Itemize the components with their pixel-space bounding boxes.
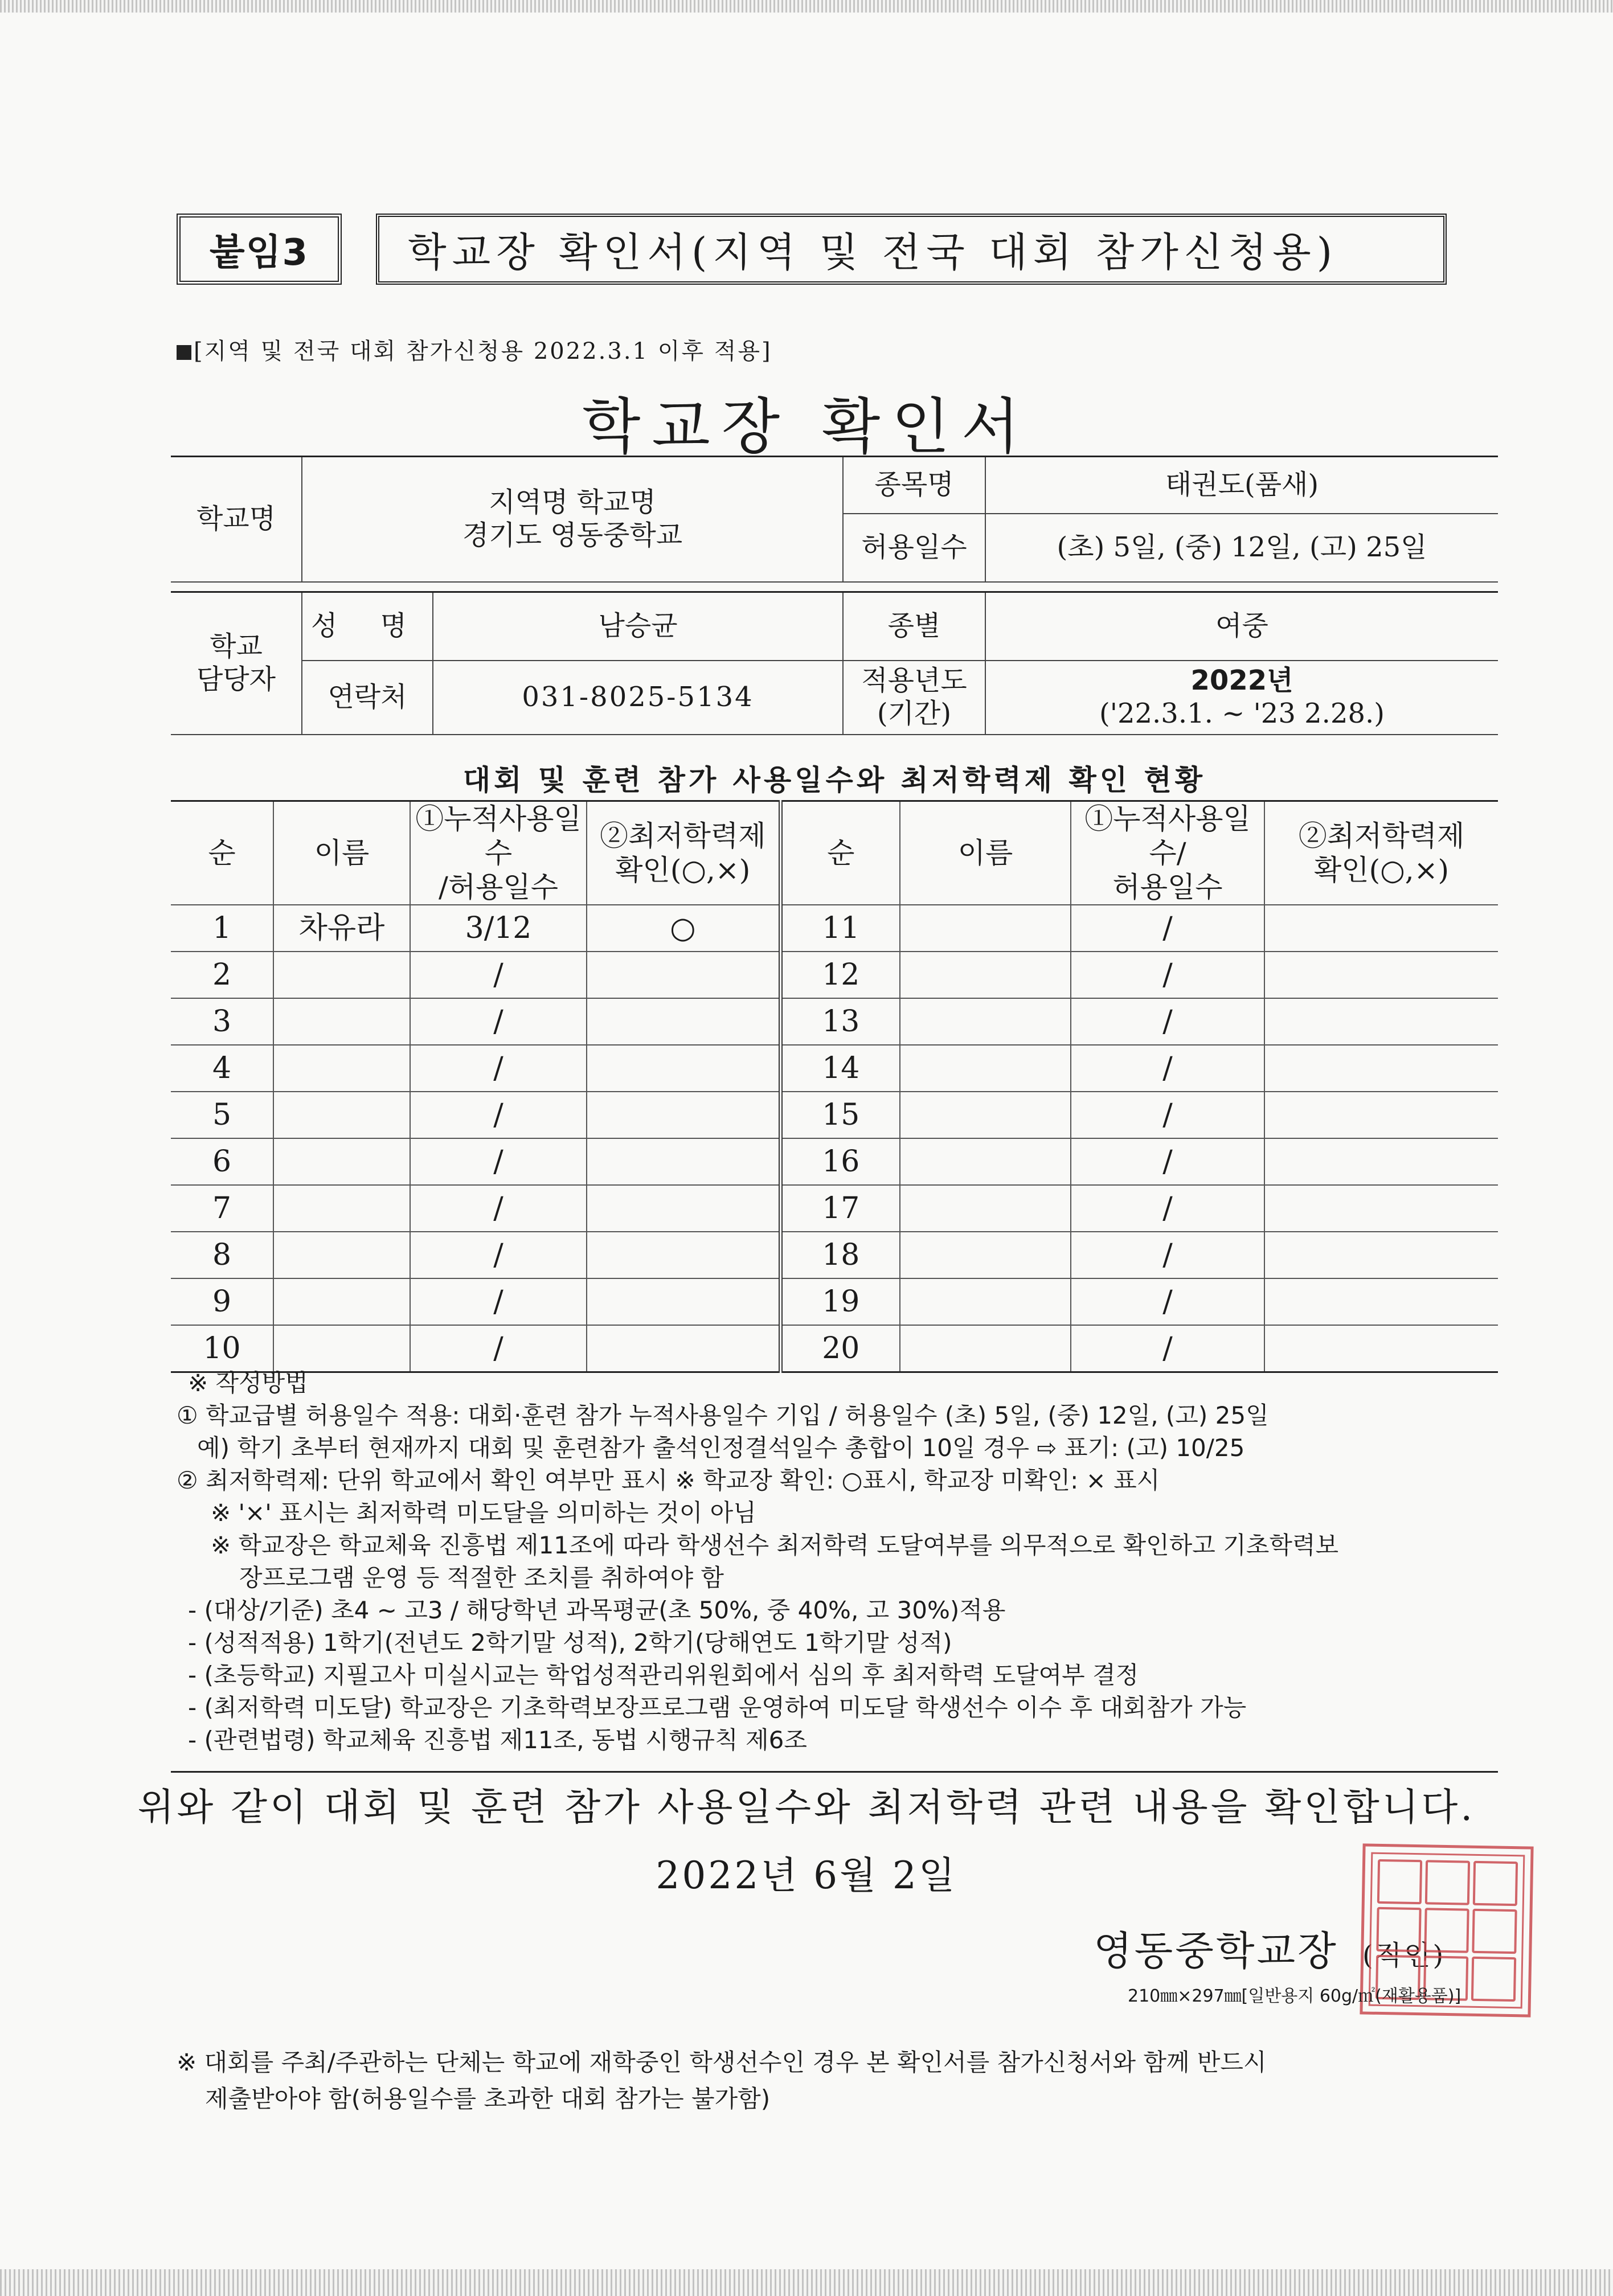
table-row bbox=[171, 905, 1498, 952]
student-name-right bbox=[900, 905, 1071, 952]
used-days-right: / bbox=[1071, 1045, 1264, 1092]
used-days-right: / bbox=[1071, 905, 1264, 952]
header-days-line2: /허용일수 bbox=[438, 871, 559, 904]
row-number: 1 bbox=[171, 905, 273, 952]
manager-label-line1: 학교 bbox=[210, 630, 263, 663]
min-academic-check bbox=[587, 1325, 780, 1372]
header-days bbox=[410, 801, 587, 905]
used-days: / bbox=[410, 952, 587, 998]
header-no-right: 순 bbox=[780, 801, 900, 905]
header-days-right-line2: 허용일수 bbox=[1112, 871, 1223, 904]
table-row bbox=[171, 998, 1498, 1045]
student-name-right bbox=[900, 1138, 1071, 1185]
min-academic-check-right bbox=[1264, 952, 1498, 998]
student-name bbox=[273, 1092, 410, 1138]
header-check-right bbox=[1264, 801, 1498, 905]
row-number-right: 17 bbox=[780, 1185, 900, 1232]
year-value-line2: ('22.3.1. ~ '23 2.28.) bbox=[1099, 697, 1385, 729]
used-days-right: / bbox=[1071, 1232, 1264, 1278]
min-academic-check bbox=[587, 952, 780, 998]
min-academic-check bbox=[587, 1138, 780, 1185]
row-number-right: 13 bbox=[780, 998, 900, 1045]
instruction-line: ① 학교급별 허용일수 적용: 대회·훈련 참가 누적사용일수 기입 / 허용일수 (초) 5일, (중) 12일, (고) 25일 bbox=[177, 1401, 1269, 1429]
student-name-right bbox=[900, 952, 1071, 998]
used-days: / bbox=[410, 1325, 587, 1372]
table-row bbox=[171, 1232, 1498, 1278]
min-academic-check-right bbox=[1264, 1138, 1498, 1185]
row-number: 9 bbox=[171, 1278, 273, 1325]
allowed-days-label: 허용일수 bbox=[843, 514, 985, 582]
name-value: 남승균 bbox=[433, 592, 843, 661]
student-name bbox=[273, 1278, 410, 1325]
min-academic-check bbox=[587, 1278, 780, 1325]
used-days-right: / bbox=[1071, 998, 1264, 1045]
student-name bbox=[273, 998, 410, 1045]
student-name bbox=[273, 1325, 410, 1372]
footnote-line2: 제출받아야 함(허용일수를 초과한 대회 참가는 불가함) bbox=[205, 2085, 771, 2113]
year-label bbox=[843, 661, 985, 735]
student-name-right bbox=[900, 1325, 1071, 1372]
school-value-line1: 지역명 학교명 bbox=[489, 486, 656, 519]
row-number-right: 15 bbox=[780, 1092, 900, 1138]
student-name-right bbox=[900, 1045, 1071, 1092]
row-number: 3 bbox=[171, 998, 273, 1045]
row-number: 2 bbox=[171, 952, 273, 998]
row-number-right: 19 bbox=[780, 1278, 900, 1325]
row-number: 6 bbox=[171, 1138, 273, 1185]
min-academic-check bbox=[587, 1092, 780, 1138]
used-days-right: / bbox=[1071, 1185, 1264, 1232]
header-check-line1: ②최저학력제 bbox=[600, 819, 766, 852]
min-academic-check-right bbox=[1264, 1232, 1498, 1278]
instruction-line: ※ 학교장은 학교체육 진흥법 제11조에 따라 학생선수 최저학력 도달여부를 의무적으로 확인하고 기초학력보 bbox=[211, 1531, 1339, 1559]
student-name-right bbox=[900, 998, 1071, 1045]
min-academic-check-right bbox=[1264, 998, 1498, 1045]
header-days-line1: ①누적사용일수 bbox=[415, 802, 582, 870]
row-number: 5 bbox=[171, 1092, 273, 1138]
row-number-right: 11 bbox=[780, 905, 900, 952]
allowed-days-value: (초) 5일, (중) 12일, (고) 25일 bbox=[985, 514, 1498, 582]
paper-spec: 210㎜×297㎜[일반용지 60g/㎡(재활용품)] bbox=[1128, 1986, 1461, 2006]
used-days: / bbox=[410, 1185, 587, 1232]
instruction-line: 장프로그램 운영 등 적절한 조치를 취하여야 함 bbox=[239, 1564, 724, 1592]
row-number-right: 16 bbox=[780, 1138, 900, 1185]
issue-date: 2022년 6월 2일 bbox=[656, 1854, 957, 1897]
table-row bbox=[171, 952, 1498, 998]
status-table-header bbox=[171, 801, 1498, 905]
student-name bbox=[273, 1138, 410, 1185]
min-academic-check bbox=[587, 1045, 780, 1092]
instruction-line: - (최저학력 미도달) 학교장은 기초학력보장프로그램 운영하여 미도달 학생선수 이수 후 대회참가 가능 bbox=[188, 1694, 1247, 1721]
row-number: 7 bbox=[171, 1185, 273, 1232]
year-value bbox=[985, 661, 1498, 735]
instruction-line: 예) 학기 초부터 현재까지 대회 및 훈련참가 출석인정결석일수 총합이 10일 경우 ⇨ 표기: (고) 10/25 bbox=[197, 1434, 1245, 1462]
contact-label: 연락처 bbox=[302, 661, 433, 735]
type-value: 여중 bbox=[985, 592, 1498, 661]
min-academic-check: ○ bbox=[587, 905, 780, 952]
attachment-tag bbox=[177, 214, 342, 285]
signer-title: 영동중학교장 bbox=[1094, 1928, 1338, 1974]
table-row bbox=[171, 1325, 1498, 1372]
min-academic-check-right bbox=[1264, 1092, 1498, 1138]
student-name-right bbox=[900, 1092, 1071, 1138]
used-days-right: / bbox=[1071, 1325, 1264, 1372]
instructions bbox=[177, 1367, 1509, 1756]
signer-suffix: (직인) bbox=[1362, 1940, 1446, 1971]
header-check-line2: 확인(○,×) bbox=[615, 854, 751, 887]
min-academic-check-right bbox=[1264, 1045, 1498, 1092]
used-days: / bbox=[410, 1045, 587, 1092]
instruction-line: ② 최저학력제: 단위 학교에서 확인 여부만 표시 ※ 학교장 확인: ○표시, 학교장 미확인: × 표시 bbox=[177, 1466, 1160, 1494]
instruction-line: - (성적적용) 1학기(전년도 2학기말 성적), 2학기(당해연도 1학기말 성적) bbox=[188, 1629, 952, 1657]
row-number: 4 bbox=[171, 1045, 273, 1092]
header-name-right: 이름 bbox=[900, 801, 1071, 905]
row-number-right: 14 bbox=[780, 1045, 900, 1092]
footnote bbox=[177, 2044, 1487, 2117]
footnote-line1: ※ 대회를 주최/주관하는 단체는 학교에 재학중인 학생선수인 경우 본 확인서를 참가신청서와 함께 반드시 bbox=[177, 2048, 1267, 2076]
main-title: 학교장 확인서 bbox=[582, 392, 1031, 462]
used-days: / bbox=[410, 998, 587, 1045]
used-days-right: / bbox=[1071, 1092, 1264, 1138]
confirmation-statement: 위와 같이 대회 및 훈련 참가 사용일수와 최저학력 관련 내용을 확인합니다. bbox=[137, 1785, 1476, 1829]
table-row bbox=[171, 1278, 1498, 1325]
manager-label-line2: 담당자 bbox=[196, 663, 276, 695]
table-row bbox=[171, 1045, 1498, 1092]
name-label: 성 명 bbox=[302, 592, 433, 661]
event-label: 종목명 bbox=[843, 457, 985, 514]
square-bullet-icon bbox=[177, 345, 191, 360]
used-days: / bbox=[410, 1278, 587, 1325]
year-label-line2: (기간) bbox=[877, 697, 952, 729]
document-heading bbox=[376, 214, 1447, 285]
row-number-right: 18 bbox=[780, 1232, 900, 1278]
table-row bbox=[171, 1138, 1498, 1185]
instruction-line: - (관련법령) 학교체육 진흥법 제11조, 동법 시행규칙 제6조 bbox=[188, 1726, 807, 1754]
header-days-right-line1: ①누적사용일수/ bbox=[1084, 802, 1251, 870]
used-days: 3/12 bbox=[410, 905, 587, 952]
instruction-line: ※ '×' 표시는 최저학력 미도달을 의미하는 것이 아님 bbox=[211, 1499, 756, 1527]
student-name-right bbox=[900, 1232, 1071, 1278]
instruction-line: - (초등학교) 지필고사 미실시교는 학업성적관리위원회에서 심의 후 최저학력 도달여부 결정 bbox=[188, 1661, 1139, 1689]
header-check-right-line1: ②최저학력제 bbox=[1298, 819, 1465, 852]
usage-note bbox=[177, 333, 772, 366]
manager-label bbox=[171, 592, 302, 735]
student-name bbox=[273, 1185, 410, 1232]
header-check bbox=[587, 801, 780, 905]
header-no: 순 bbox=[171, 801, 273, 905]
year-value-line1: 2022년 bbox=[1190, 664, 1293, 696]
school-value bbox=[302, 457, 843, 582]
school-label: 학교명 bbox=[171, 457, 302, 582]
header-check-right-line2: 확인(○,×) bbox=[1313, 854, 1450, 887]
contact-value: 031-8025-5134 bbox=[433, 661, 843, 735]
school-value-line2: 경기도 영동중학교 bbox=[462, 519, 683, 551]
instruction-line: - (대상/기준) 초4 ~ 고3 / 해당학년 과목평균(초 50%, 중 40%, 고 30%)적용 bbox=[188, 1596, 1006, 1624]
attachment-tag-text: 붙임3 bbox=[209, 231, 309, 274]
used-days-right: / bbox=[1071, 1138, 1264, 1185]
student-name bbox=[273, 1045, 410, 1092]
type-label: 종별 bbox=[843, 592, 985, 661]
header-name: 이름 bbox=[273, 801, 410, 905]
student-name bbox=[273, 952, 410, 998]
info-table bbox=[171, 456, 1498, 735]
row-number-right: 12 bbox=[780, 952, 900, 998]
min-academic-check bbox=[587, 998, 780, 1045]
used-days-right: / bbox=[1071, 952, 1264, 998]
table-row bbox=[171, 1092, 1498, 1138]
used-days: / bbox=[410, 1138, 587, 1185]
student-name-right bbox=[900, 1185, 1071, 1232]
used-days-right: / bbox=[1071, 1278, 1264, 1325]
scan-edge-bottom bbox=[0, 2269, 1613, 2296]
min-academic-check-right bbox=[1264, 905, 1498, 952]
status-table bbox=[171, 800, 1498, 1373]
section-title: 대회 및 훈련 참가 사용일수와 최저학력제 확인 현황 bbox=[462, 764, 1206, 797]
divider bbox=[171, 1771, 1498, 1773]
event-value: 태권도(품새) bbox=[985, 457, 1498, 514]
student-name: 차유라 bbox=[273, 905, 410, 952]
year-label-line1: 적용년도 bbox=[861, 664, 967, 696]
used-days: / bbox=[410, 1232, 587, 1278]
instructions-title: ※ 작성방법 bbox=[188, 1369, 308, 1397]
used-days: / bbox=[410, 1092, 587, 1138]
min-academic-check bbox=[587, 1232, 780, 1278]
min-academic-check-right bbox=[1264, 1185, 1498, 1232]
scan-edge-top bbox=[0, 0, 1613, 13]
usage-note-text: [지역 및 전국 대회 참가신청용 2022.3.1 이후 적용] bbox=[194, 338, 772, 364]
min-academic-check bbox=[587, 1185, 780, 1232]
header-days-right bbox=[1071, 801, 1264, 905]
row-number-right: 20 bbox=[780, 1325, 900, 1372]
student-name bbox=[273, 1232, 410, 1278]
min-academic-check-right bbox=[1264, 1278, 1498, 1325]
table-row bbox=[171, 1185, 1498, 1232]
student-name-right bbox=[900, 1278, 1071, 1325]
min-academic-check-right bbox=[1264, 1325, 1498, 1372]
document-heading-text: 학교장 확인서(지역 및 전국 대회 참가신청용) bbox=[408, 229, 1338, 276]
row-number: 8 bbox=[171, 1232, 273, 1278]
row-number: 10 bbox=[171, 1325, 273, 1372]
